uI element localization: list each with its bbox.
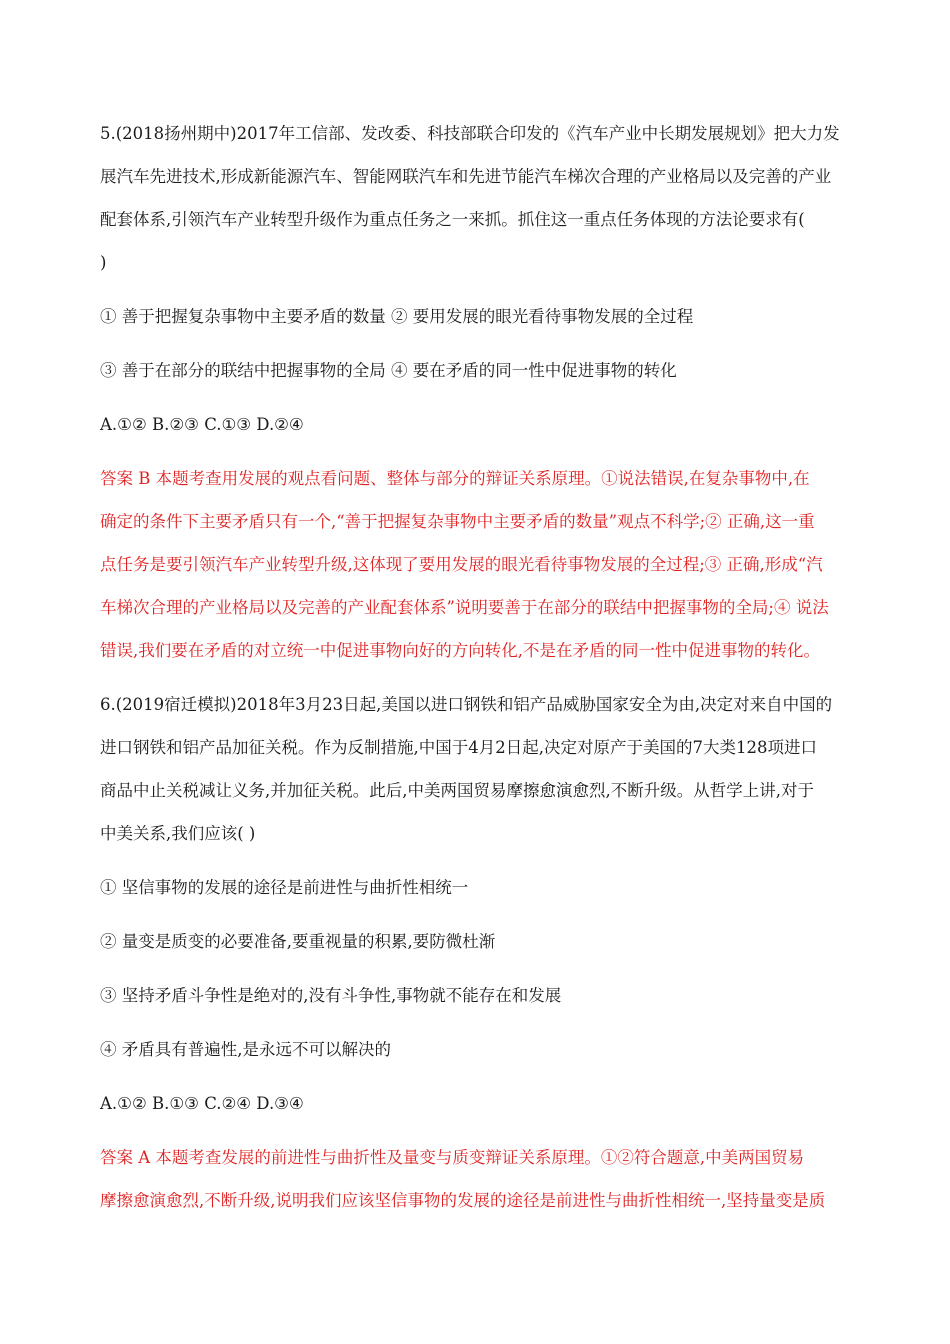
q5-answer-line-4: 车梯次合理的产业格局以及完善的产业配套体系”说明要善于在部分的联结中把握事物的全局;④ 说法 bbox=[100, 598, 829, 617]
q6-option-4: ④ 矛盾具有普遍性,是永远不可以解决的 bbox=[100, 1040, 391, 1059]
q6-stem-line-4: 中美关系,我们应该( ) bbox=[100, 824, 256, 843]
q5-answer-line-1: 答案 B 本题考查用发展的观点看问题、整体与部分的辩证关系原理。①说法错误,在复杂事物中,在 bbox=[100, 469, 810, 488]
q6-option-3: ③ 坚持矛盾斗争性是绝对的,没有斗争性,事物就不能存在和发展 bbox=[100, 986, 562, 1005]
question-6 bbox=[100, 691, 850, 1214]
q5-choices: A.①② B.②③ C.①③ D.②④ bbox=[100, 415, 304, 434]
q5-options-line-2: ③ 善于在部分的联结中把握事物的全局 ④ 要在矛盾的同一性中促进事物的转化 bbox=[100, 361, 677, 380]
q5-answer-line-5: 错误,我们要在矛盾的对立统一中促进事物向好的方向转化,不是在矛盾的同一性中促进事物的转化。 bbox=[100, 641, 820, 660]
q5-stem-line-1: 5.(2018扬州期中)2017年工信部、发改委、科技部联合印发的《汽车产业中长期发展规划》把大力发 bbox=[100, 124, 840, 143]
document-page bbox=[100, 120, 850, 1214]
q6-stem-line-2: 进口钢铁和铝产品加征关税。作为反制措施,中国于4月2日起,决定对原产于美国的7大类128项进口 bbox=[100, 738, 817, 757]
q6-option-1: ① 坚信事物的发展的途径是前进性与曲折性相统一 bbox=[100, 878, 469, 897]
q6-option-2: ② 量变是质变的必要准备,要重视量的积累,要防微杜渐 bbox=[100, 932, 496, 951]
q6-choices: A.①② B.①③ C.②④ D.③④ bbox=[100, 1094, 304, 1113]
question-6-stem bbox=[100, 691, 850, 847]
q5-stem-line-2: 展汽车先进技术,形成新能源汽车、智能网联汽车和先进节能汽车梯次合理的产业格局以及完善的产业 bbox=[100, 167, 832, 186]
q6-stem-line-3: 商品中止关税减让义务,并加征关税。此后,中美两国贸易摩擦愈演愈烈,不断升级。从哲学上讲,对于 bbox=[100, 781, 814, 800]
q6-answer-line-1: 答案 A 本题考查发展的前进性与曲折性及量变与质变辩证关系原理。①②符合题意,中美两国贸易 bbox=[100, 1148, 805, 1167]
q5-answer-line-2: 确定的条件下主要矛盾只有一个,“善于把握复杂事物中主要矛盾的数量”观点不科学;② 正确,这一重 bbox=[100, 512, 815, 531]
q5-answer-line-3: 点任务是要引领汽车产业转型升级,这体现了要用发展的眼光看待事物发展的全过程;③ 正确,形成“汽 bbox=[100, 555, 823, 574]
q5-answer bbox=[100, 465, 850, 664]
q5-stem-line-3: 配套体系,引领汽车产业转型升级作为重点任务之一来抓。抓住这一重点任务体现的方法论要求有( bbox=[100, 210, 805, 229]
q6-stem-line-1: 6.(2019宿迁模拟)2018年3月23日起,美国以进口钢铁和铝产品威胁国家安全为由,决定对来自中国的 bbox=[100, 695, 833, 714]
question-5-stem bbox=[100, 120, 850, 276]
question-5 bbox=[100, 120, 850, 664]
q5-stem-line-4: ) bbox=[100, 253, 107, 272]
q6-answer bbox=[100, 1144, 850, 1214]
q6-answer-line-2: 摩擦愈演愈烈,不断升级,说明我们应该坚信事物的发展的途径是前进性与曲折性相统一,坚持量变是质 bbox=[100, 1191, 826, 1210]
q5-options-line-1: ① 善于把握复杂事物中主要矛盾的数量 ② 要用发展的眼光看待事物发展的全过程 bbox=[100, 307, 694, 326]
